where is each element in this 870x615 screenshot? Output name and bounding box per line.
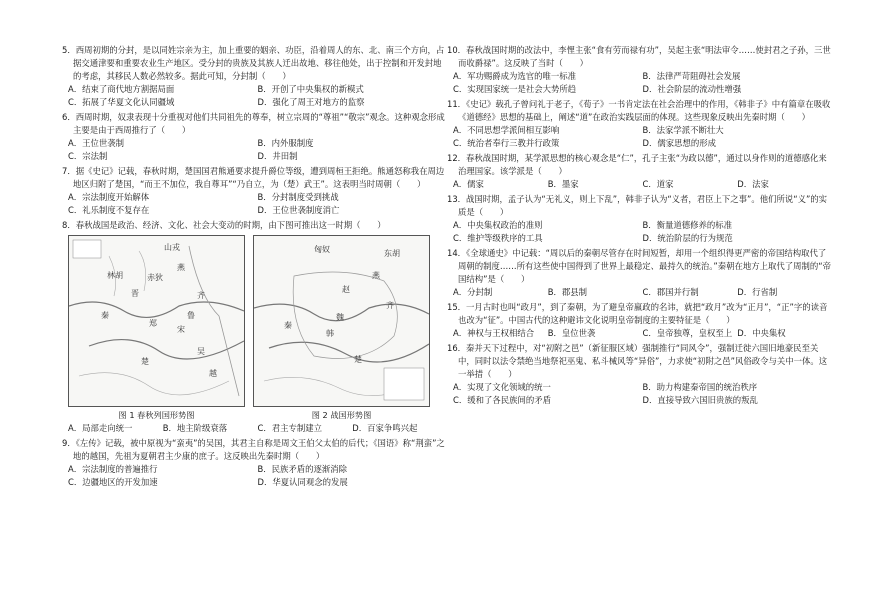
question-5: [62, 44, 447, 109]
question-options: [62, 83, 447, 109]
question-options: [447, 381, 832, 407]
option-a: A．局部走向统一: [68, 423, 133, 433]
question-options: [62, 191, 447, 217]
question-stem: 14．《全球通史》中记载：“周以后的秦朝尽管存在时间短暂，却用一个组织得更严密的帝国结构取代了周朝的制度……所有这些使中国得到了世界上最稳定、最持久的统治。”秦朝在地方上取代了周制的“帝国结构”是（ ）: [447, 248, 831, 284]
option-a: A．宗法制度开始解体: [68, 192, 150, 202]
map-label: 韩: [326, 329, 334, 338]
option-a: A．中央集权政治的准则: [453, 220, 543, 230]
map-label: 楚: [354, 355, 362, 364]
question-options: [447, 124, 832, 150]
question-options: [62, 463, 447, 489]
question-9: [62, 437, 447, 489]
question-options: [447, 70, 832, 96]
map-label: 宋: [177, 325, 185, 334]
option-c: C．皇帝独尊，皇权至上: [642, 328, 733, 338]
question-14: [447, 247, 832, 299]
map-label: 林胡: [107, 271, 123, 280]
question-6: [62, 111, 447, 163]
option-d: D．井田制: [257, 151, 298, 161]
question-stem: 12．春秋战国时期，某学派思想的核心观念是“仁”，孔子主张“为政以德”，通过以身作则的道德感化来治理国家。该学派是（ ）: [447, 153, 827, 176]
question-8: [62, 219, 447, 435]
map-label: 魏: [336, 313, 344, 322]
question-12: [447, 152, 832, 191]
warring-states-map-drawing: [254, 236, 429, 406]
map-captions: [68, 409, 447, 422]
option-a: A．实现了文化领域的统一: [453, 382, 551, 392]
question-stem: 16．秦并天下过程中，对“初附之邑”（新征服区域）强制推行“同风令”，强制迁徙六国旧地豪民至关中，同时以法令禁绝当地祭祀巫鬼、私斗械风等“异俗”，力求使“初附之邑”风俗政令与关中一体。这一举措（ ）: [447, 343, 828, 379]
option-c: C．道家: [642, 179, 674, 189]
option-c: C．统治者奉行三教并行政策: [453, 138, 560, 148]
option-b: B．开创了中央集权的新模式: [257, 84, 364, 94]
option-b: B．衡量道德修养的标准: [642, 220, 732, 230]
map-figures: [68, 235, 447, 407]
option-b: B．内外服制度: [257, 138, 314, 148]
option-d: D．儒家思想的形成: [642, 138, 716, 148]
question-stem: 5．西周初期的分封，是以同姓宗亲为主，加上重要的姻亲、功臣，沿着周人的东、北、南三个方向，占据交通津要和重要农业生产地区。受分封的贵族及其族人迁出故地、移往他处，出于控制和开发封地的考虑，其移民人数必然较多。据此可知，分封制（ ）: [62, 45, 445, 81]
map-label: 匈奴: [314, 245, 330, 254]
question-stem: 8．春秋战国是政治、经济、文化、社会大变动的时期，由下图可推出这一时期（ ）: [62, 220, 386, 230]
option-b: B．墨家: [547, 179, 579, 189]
map-label: 楚: [141, 357, 149, 366]
option-c: C．礼乐制度不复存在: [68, 205, 150, 215]
question-stem: 15．一月古时也叫“政月”，到了秦朝，为了避皇帝嬴政的名讳，就把“政月”改为“正月”，“正”字的读音也改为“征”。中国古代的这种避讳文化说明皇帝制度的主要特征是（ ）: [447, 302, 828, 325]
option-a: A．不同思想学派间相互影响: [453, 125, 560, 135]
question-stem: 9．《左传》记载，被中原视为“蛮夷”的吴国，其君主自称是周文王伯父太伯的后代；《国语》称“荆蛮”之地的越国，先祖为夏朝君主少康的庶子。这反映出先秦时期（ ）: [62, 438, 445, 461]
option-c: C．君主专制建立: [257, 423, 322, 433]
option-c: C．宗法制: [68, 151, 108, 161]
map-label: 齐: [197, 291, 205, 300]
map-label: 秦: [284, 321, 292, 330]
question-options: [447, 327, 832, 340]
option-c: C．郡国并行制: [642, 287, 699, 297]
question-options: [62, 422, 447, 435]
option-b: B．民族矛盾的逐渐消除: [257, 464, 347, 474]
map-label: 燕: [372, 271, 380, 280]
question-options: [447, 178, 832, 191]
map-label: 东胡: [384, 249, 400, 258]
map-label: 齐: [386, 301, 394, 310]
option-c: C．维护等级秩序的工具: [453, 233, 543, 243]
map-label: 赵: [342, 285, 350, 294]
option-d: D．百家争鸣兴起: [352, 423, 418, 433]
question-stem: 10．春秋战国时期的改法中，李悝主张“食有劳而禄有功”，吴起主张“明法审令……使封君之子孙，三世而收爵禄”。这反映了当时（ ）: [447, 45, 831, 68]
map-label: 郑: [149, 319, 157, 328]
option-d: D．强化了周王对地方的监察: [257, 97, 365, 107]
option-b: B．地主阶级衰落: [162, 423, 228, 433]
question-15: [447, 301, 832, 340]
option-d: D．中央集权: [737, 328, 786, 338]
left-column: [62, 44, 447, 491]
option-b: B．皇位世袭: [547, 328, 596, 338]
map-caption-2: 图 2 战国形势图: [311, 410, 372, 420]
option-b: B．法律严苛阻碍社会发展: [642, 71, 741, 81]
spring-autumn-map-drawing: [69, 236, 244, 406]
option-d: D．统治阶层的行为规范: [642, 233, 733, 243]
warring-states-map: [253, 235, 430, 407]
option-d: D．行省制: [737, 287, 778, 297]
option-b: B．助力构建秦帝国的统治秩序: [642, 382, 758, 392]
option-d: D．王位世袭制度消亡: [257, 205, 340, 215]
option-a: A．儒家: [453, 179, 484, 189]
question-11: [447, 98, 832, 150]
map-label: 赤狄: [147, 273, 163, 282]
option-c: C．缓和了各民族间的矛盾: [453, 395, 551, 405]
question-stem: 13．战国时期，孟子认为“无礼义，则上下乱”，韩非子认为“义者，君臣上下之事”。他们所说“义”的实质是（ ）: [447, 194, 828, 217]
option-b: B．法家学派不断壮大: [642, 125, 724, 135]
map-label: 山戎: [164, 243, 180, 252]
option-b: B．分封制度受到挑战: [257, 192, 339, 202]
question-stem: 7．据《史记》记载，春秋时期，楚国国君熊通要求提升爵位等级，遭到周桓王拒绝。熊通怒称我在周边地区归附了楚国，“而王不加位，我自尊耳”“乃自立，为（楚）武王”。这表明当时周朝（ ）: [62, 166, 445, 189]
option-d: D．社会阶层的流动性增强: [642, 84, 742, 94]
map-label: 吴: [197, 347, 205, 356]
map-label: 晋: [131, 289, 139, 298]
question-options: [62, 137, 447, 163]
question-options: [447, 286, 832, 299]
map-caption-1: 图 1 春秋列国形势图: [118, 410, 195, 420]
question-16: [447, 342, 832, 407]
map-label: 燕: [177, 263, 185, 272]
option-a: A．宗法制度的普遍推行: [68, 464, 158, 474]
question-stem: 11．《史记》载孔子曾问礼于老子，《荀子》一书肯定法在社会治理中的作用，《韩非子》中有篇章在吸收《道德经》思想的基础上，阐述“道”在政治实践层面的体现。这些现象反映出先秦时期（ ）: [447, 99, 831, 122]
question-13: [447, 193, 832, 245]
option-b: B．郡县制: [547, 287, 587, 297]
map-label: 鲁: [187, 311, 195, 320]
option-d: D．华夏认同观念的发展: [257, 477, 348, 487]
map-label: 越: [209, 369, 217, 378]
option-a: A．神权与王权相结合: [453, 328, 535, 338]
option-a: A．结束了商代地方割据局面: [68, 84, 175, 94]
question-10: [447, 44, 832, 96]
option-a: A．军功赐爵成为选官的唯一标准: [453, 71, 576, 81]
question-stem: 6．西周时期，奴隶表现十分重视对他们共同祖先的尊奉，树立宗周的“尊祖”“敬宗”观念。这种观念形成主要是由于西周推行了（ ）: [62, 112, 445, 135]
spring-autumn-map: [68, 235, 245, 407]
option-d: D．法家: [737, 179, 769, 189]
question-7: [62, 165, 447, 217]
option-c: C．拓展了华夏文化认同疆域: [68, 97, 175, 107]
option-d: D．直接导致六国旧贵族的叛乱: [642, 395, 758, 405]
option-a: A．分封制: [453, 287, 493, 297]
option-a: A．王位世袭制: [68, 138, 124, 148]
option-c: C．实现国家统一是社会大势所趋: [453, 84, 577, 94]
question-options: [447, 219, 832, 245]
right-column: [447, 44, 832, 409]
map-label: 秦: [101, 311, 109, 320]
option-c: C．边疆地区的开发加速: [68, 477, 158, 487]
